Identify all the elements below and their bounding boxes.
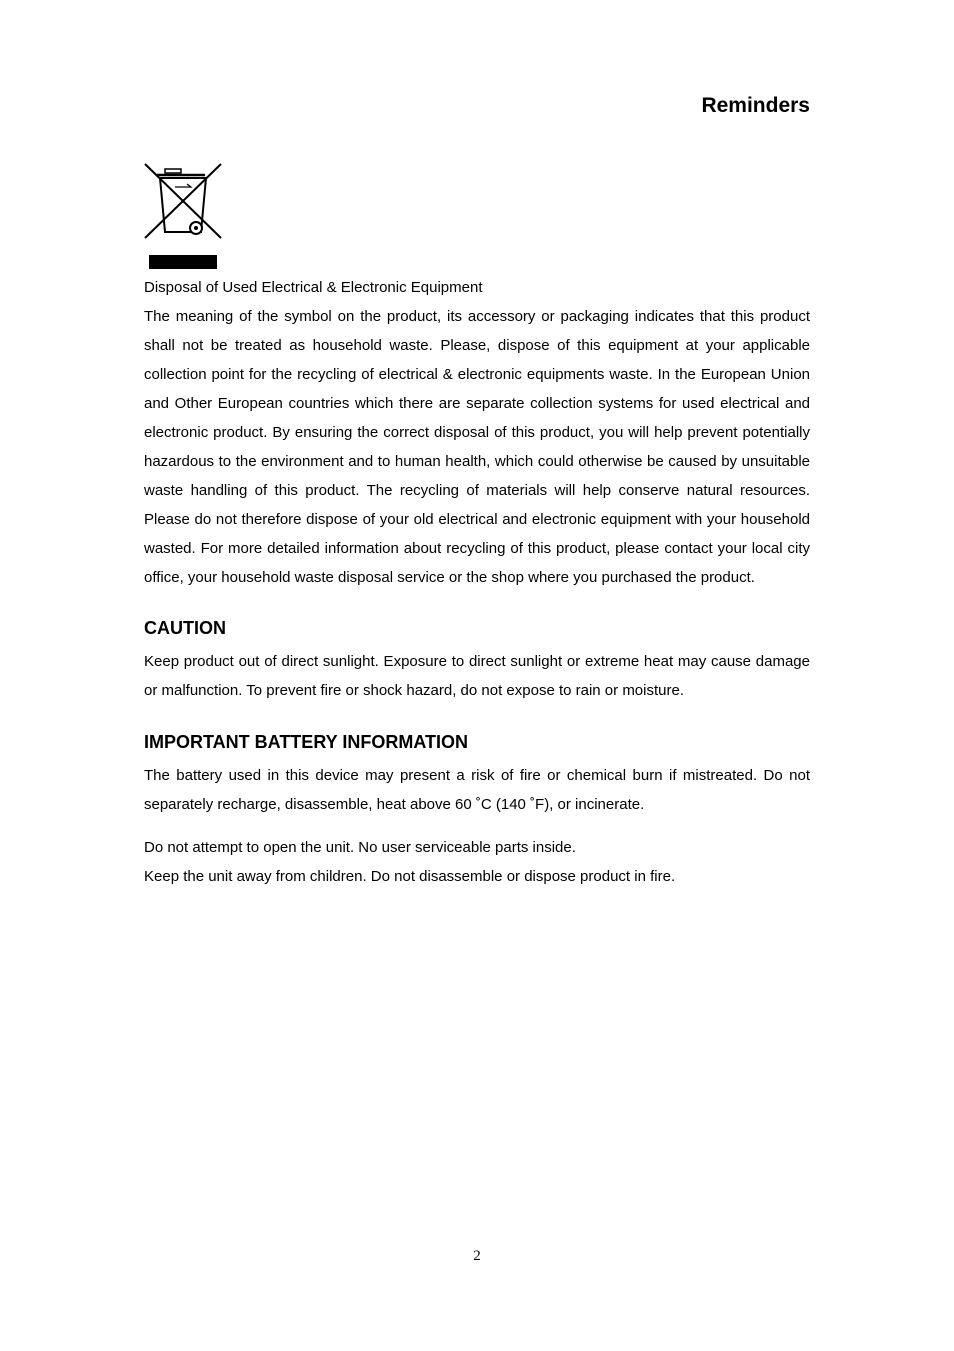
battery-note-children: Keep the unit away from children. Do not disassemble or dispose product in fire.	[144, 868, 676, 885]
battery-paragraph: The battery used in this device may present a risk of fire or chemical burn if mistreated. Do not separately recharge, disassemble, heat above 60 ˚C (140 ˚F), or incinerate.	[144, 767, 810, 813]
caution-paragraph: Keep product out of direct sunlight. Exposure to direct sunlight or extreme heat may cause damage or malfunction. To prevent fire or shock hazard, do not expose to rain or moisture.	[144, 653, 810, 699]
battery-note-open-unit: Do not attempt to open the unit. No user serviceable parts inside.	[144, 839, 576, 856]
page-title: Reminders	[701, 94, 810, 117]
crossed-out-wheelie-bin-icon	[143, 162, 223, 272]
caution-heading: CAUTION	[144, 618, 226, 638]
content-body	[144, 276, 810, 891]
page-number: 2	[473, 1248, 481, 1264]
disposal-paragraph: The meaning of the symbol on the product, its accessory or packaging indicates that this product shall not be treated as household waste. Please, dispose of this equipment at your applicable collection point for the recycling of electrical & electronic equipments waste. In the European Union and Other European countries which there are separate collection systems for used electrical and electronic product. By ensuring the correct disposal of this product, you will help prevent potentially hazardous to the environment and to human health, which could otherwise be caused by unsuitable waste handling of this product. The recycling of materials will help conserve natural resources. Please do not therefore dispose of your old electrical and electronic equipment with your household wasted. For more detailed information about recycling of this product, please contact your local city office, your household waste disposal service or the shop where you purchased the product.	[144, 308, 810, 586]
disposal-heading: Disposal of Used Electrical & Electronic Equipment	[144, 279, 483, 296]
battery-heading: IMPORTANT BATTERY INFORMATION	[144, 732, 468, 752]
